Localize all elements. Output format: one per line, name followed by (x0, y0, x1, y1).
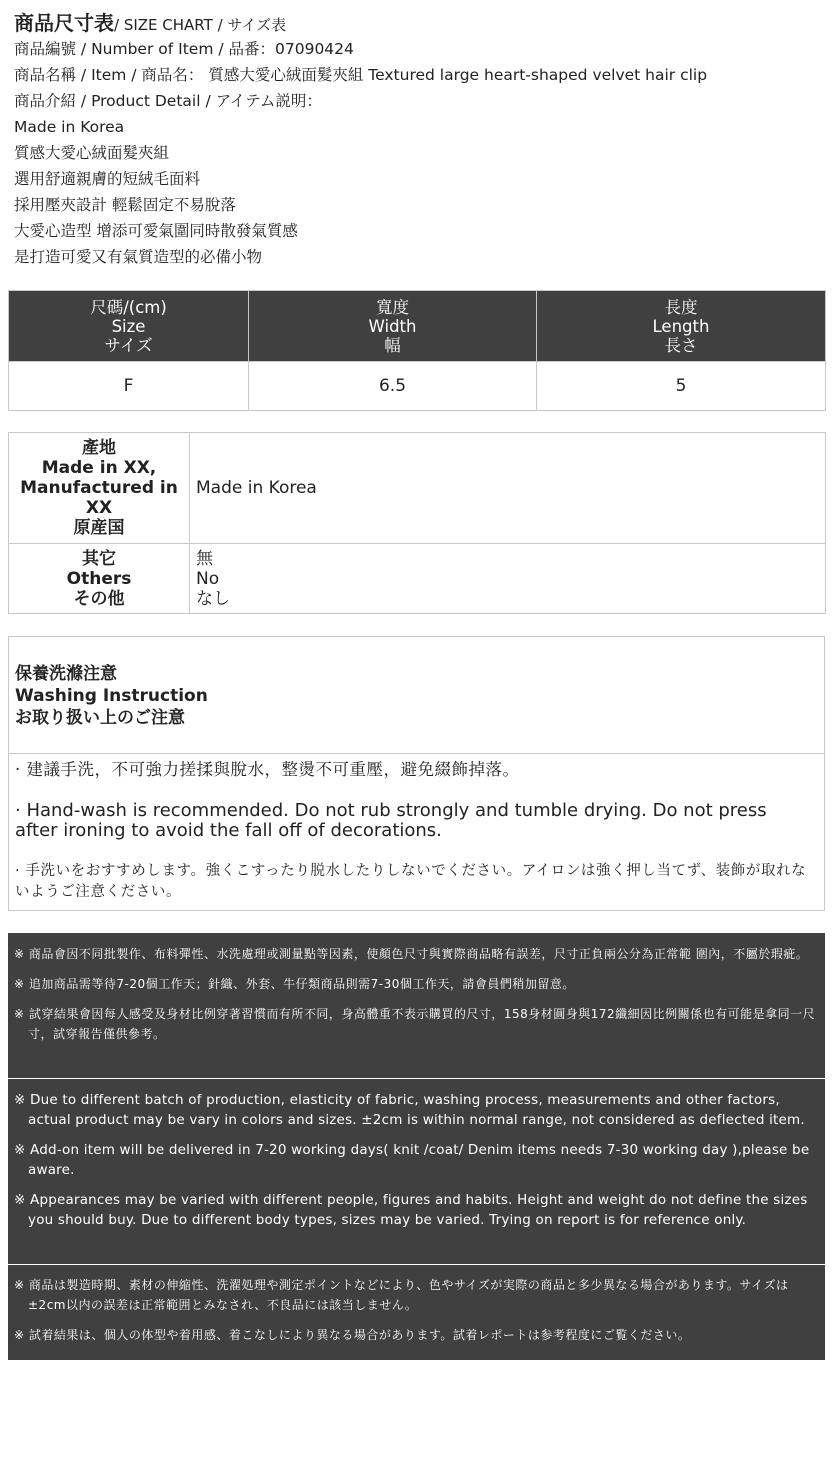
item-name: 商品名稱 / Item / 商品名： 質感大愛心絨面髮夾組 Textured large heart-shaped velvet hair clip (14, 66, 708, 84)
note-item: ※ Appearances may be varied with different people, figures and habits. Height and weight do not define the sizes you should buy. Due to different body types, sizes may be varied. Trying on report is for reference only. (14, 1192, 808, 1228)
table-row (9, 362, 826, 411)
cell-size: F (9, 362, 249, 411)
note-item: ※ Add-on item will be delivered in 7-20 working days( knit /coat/ Denim items needs 7-30 working day ),please be aware. (14, 1142, 810, 1178)
detail-line: Made in Korea (14, 118, 125, 136)
note-item: ※ 商品は製造時期、素材の伸縮性、洗濯処理や測定ポイントなどにより、色やサイズが実際の商品と多少異なる場合があります。サイズは±2cm以内の誤差は正常範囲とみなされ、不良品には該当しません。 (14, 1278, 789, 1312)
size-table-header-row (9, 291, 826, 362)
washing-title: 保養洗滌注意 Washing Instruction お取り扱い上のご注意 (15, 664, 208, 728)
notes-zh (8, 933, 825, 1078)
others-value: 無 No なし (190, 544, 826, 614)
washing-text-jp: · 手洗いをおすすめします。強くこすったり脱水したりしないでください。アイロンは強く押し当てず、装飾が取れないようご注意ください。 (15, 863, 807, 900)
origin-value: Made in Korea (190, 433, 826, 544)
note-item: ※ Due to different batch of production, elasticity of fabric, washing process, measurements and other factors, actual product may be vary in colors and sizes. ±2cm is within normal range, not considered as deflected item. (14, 1092, 805, 1128)
product-detail-label: 商品介紹 / Product Detail / アイテム説明： (14, 92, 322, 110)
detail-line: 是打造可愛又有氣質造型的必備小物 (14, 248, 263, 266)
washing-section (8, 636, 825, 911)
detail-line: 大愛心造型 增添可愛氣圍同時散發氣質感 (14, 222, 298, 240)
origin-row (9, 433, 826, 544)
note-item: ※ 商品會因不同批製作、布料彈性、水洗處理或測量點等因素，使顏色尺寸與實際商品略有誤差，尺寸正負兩公分為正常範 圍內，不屬於瑕疵。 (14, 947, 809, 961)
others-label: 其它 Others その他 (9, 544, 190, 614)
washing-text-zh: · 建議手洗，不可強力搓揉與脫水，整燙不可重壓，避免綴飾掉落。 (15, 760, 520, 779)
item-number: 商品編號 / Number of Item / 品番：07090424 (14, 40, 354, 58)
size-table (8, 290, 826, 411)
washing-header (9, 637, 824, 754)
page-title (14, 10, 824, 36)
cell-width: 6.5 (249, 362, 537, 411)
size-chart-subtitle: / SIZE CHART / サイズ表 (114, 16, 287, 34)
washing-body (15, 759, 814, 903)
origin-label: 產地 Made in XX, Manufactured in XX 原産国 (9, 433, 190, 544)
detail-line: 採用壓夾設計 輕鬆固定不易脫落 (14, 196, 236, 214)
size-chart-title: 商品尺寸表 (14, 11, 114, 35)
header-width: 寬度 Width 幅 (249, 291, 537, 362)
note-item: ※ 追加商品需等待7-20個工作天；針織、外套、牛仔類商品則需7-30個工作天，請會員們稍加留意。 (14, 977, 575, 991)
note-item: ※ 試着結果は、個人の体型や着用感、着こなしにより異なる場合があります。試着レポートは参考程度にご覧ください。 (14, 1328, 691, 1342)
header-size: 尺碼/(cm) Size サイズ (9, 291, 249, 362)
product-info (14, 10, 824, 270)
cell-length: 5 (537, 362, 826, 411)
note-item: ※ 試穿結果會因每人感受及身材比例穿著習慣而有所不同，身高體重不表示購買的尺寸，158身材圓身與172纖細因比例關係也有可能是拿同一尺寸，試穿報告僅供參考。 (14, 1007, 816, 1041)
notes-en (8, 1079, 825, 1264)
others-row (9, 544, 826, 614)
header-length: 長度 Length 長さ (537, 291, 826, 362)
washing-text-en: · Hand-wash is recommended. Do not rub strongly and tumble drying. Do not press after ironing to avoid the fall off of decorations. (15, 800, 767, 841)
detail-line: 質感大愛心絨面髮夾組 (14, 144, 170, 162)
origin-table (8, 432, 826, 614)
detail-line: 選用舒適親膚的短絨毛面料 (14, 170, 201, 188)
notes-jp (8, 1265, 825, 1360)
